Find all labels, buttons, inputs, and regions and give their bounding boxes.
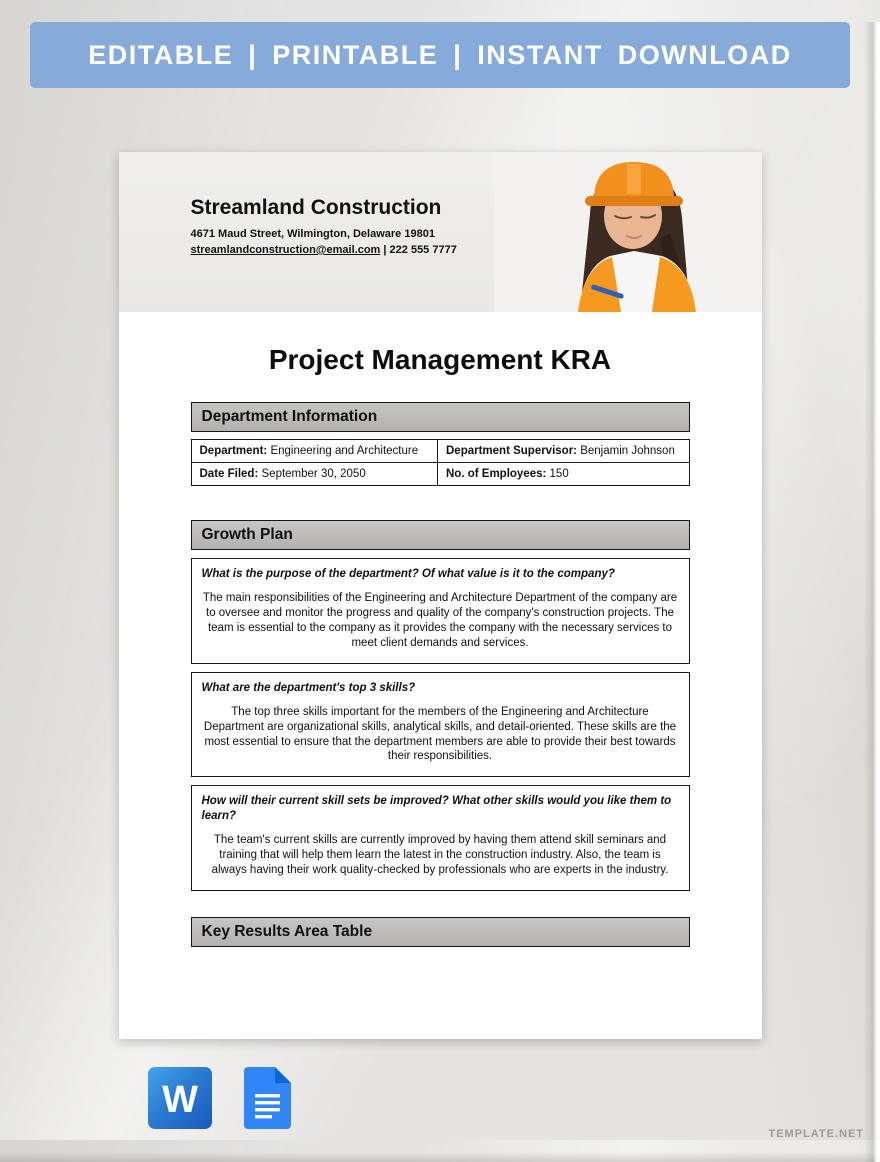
templatenet-watermark: TEMPLATE.NET bbox=[768, 1128, 864, 1140]
qa-block-purpose bbox=[191, 558, 690, 664]
info-label: Department Supervisor: bbox=[446, 445, 578, 457]
department-info-table bbox=[191, 439, 690, 486]
document-title: Project Management KRA bbox=[268, 344, 612, 375]
construction-worker-illustration bbox=[494, 152, 762, 312]
qa-answer: The top three skills important for the members of the Engineering and Architecture Department are organizational skills, analytical skills, and detail-oriented. These skills are the most essential to ensure that the department members are able to provide their best towards their responsibilities. bbox=[203, 705, 677, 763]
document-page bbox=[119, 152, 762, 1039]
word-icon-glyph bbox=[148, 1067, 212, 1129]
google-docs-icon[interactable] bbox=[244, 1067, 291, 1129]
qa-question: How will their current skill sets be improved? What other skills would you like them to learn? bbox=[201, 795, 672, 823]
info-label: Date Filed: bbox=[199, 468, 259, 480]
info-label: Department: bbox=[199, 445, 268, 457]
info-value: September 30, 2050 bbox=[261, 468, 366, 480]
qa-block-skill-improvement bbox=[191, 785, 690, 891]
qa-block-top-skills bbox=[191, 672, 690, 778]
document-sections bbox=[119, 402, 762, 947]
qa-question: What are the department's top 3 skills? bbox=[201, 681, 416, 694]
table-row bbox=[191, 440, 689, 463]
section-heading-key-results-area-table: Key Results Area Table bbox=[191, 917, 690, 947]
info-cell-supervisor bbox=[438, 440, 690, 463]
google-docs-icon-glyph bbox=[244, 1067, 291, 1129]
company-info bbox=[119, 152, 457, 312]
promo-banner bbox=[30, 22, 850, 88]
promo-banner-text: EDITABLE | PRINTABLE | INSTANT DOWNLOAD bbox=[88, 39, 792, 70]
section-heading-growth-plan: Growth Plan bbox=[191, 520, 690, 550]
info-cell-date-filed bbox=[191, 463, 438, 486]
svg-text:W: W bbox=[162, 1079, 198, 1122]
qa-question: What is the purpose of the department? Of what value is it to the company? bbox=[201, 568, 615, 580]
document-header bbox=[119, 152, 762, 312]
info-value: Benjamin Johnson bbox=[580, 445, 675, 457]
qa-answer: The main responsibilities of the Engineering and Architecture Department of the company are to oversee and monitor the progress and quality of the company's construction projects. The team is essential to the company as it provides the company with the necessary services to meet client demands and services. bbox=[202, 591, 678, 649]
info-label: No. of Employees: bbox=[446, 468, 547, 480]
company-address: 4671 Maud Street, Wilmington, Delaware 19801 bbox=[190, 228, 435, 240]
qa-answer: The team's current skills are currently improved by having them attend skill seminars and training that will help them learn the latest in the construction industry. Also, the team is always having their work quality-checked by professionals who are experts in the industry. bbox=[211, 834, 669, 877]
word-icon[interactable] bbox=[148, 1067, 212, 1129]
company-contact bbox=[191, 244, 457, 256]
info-cell-employees bbox=[438, 463, 690, 486]
company-phone: | 222 555 7777 bbox=[383, 244, 457, 256]
format-icons bbox=[148, 1067, 880, 1129]
info-cell-department bbox=[191, 440, 438, 463]
section-heading-department-information: Department Information bbox=[191, 402, 690, 432]
info-value: 150 bbox=[549, 468, 569, 480]
company-name: Streamland Construction bbox=[190, 196, 442, 219]
construction-worker-photo bbox=[494, 152, 762, 312]
table-row bbox=[191, 463, 689, 486]
company-email-link[interactable]: streamlandconstruction@email.com bbox=[190, 244, 381, 256]
info-value: Engineering and Architecture bbox=[270, 445, 419, 457]
